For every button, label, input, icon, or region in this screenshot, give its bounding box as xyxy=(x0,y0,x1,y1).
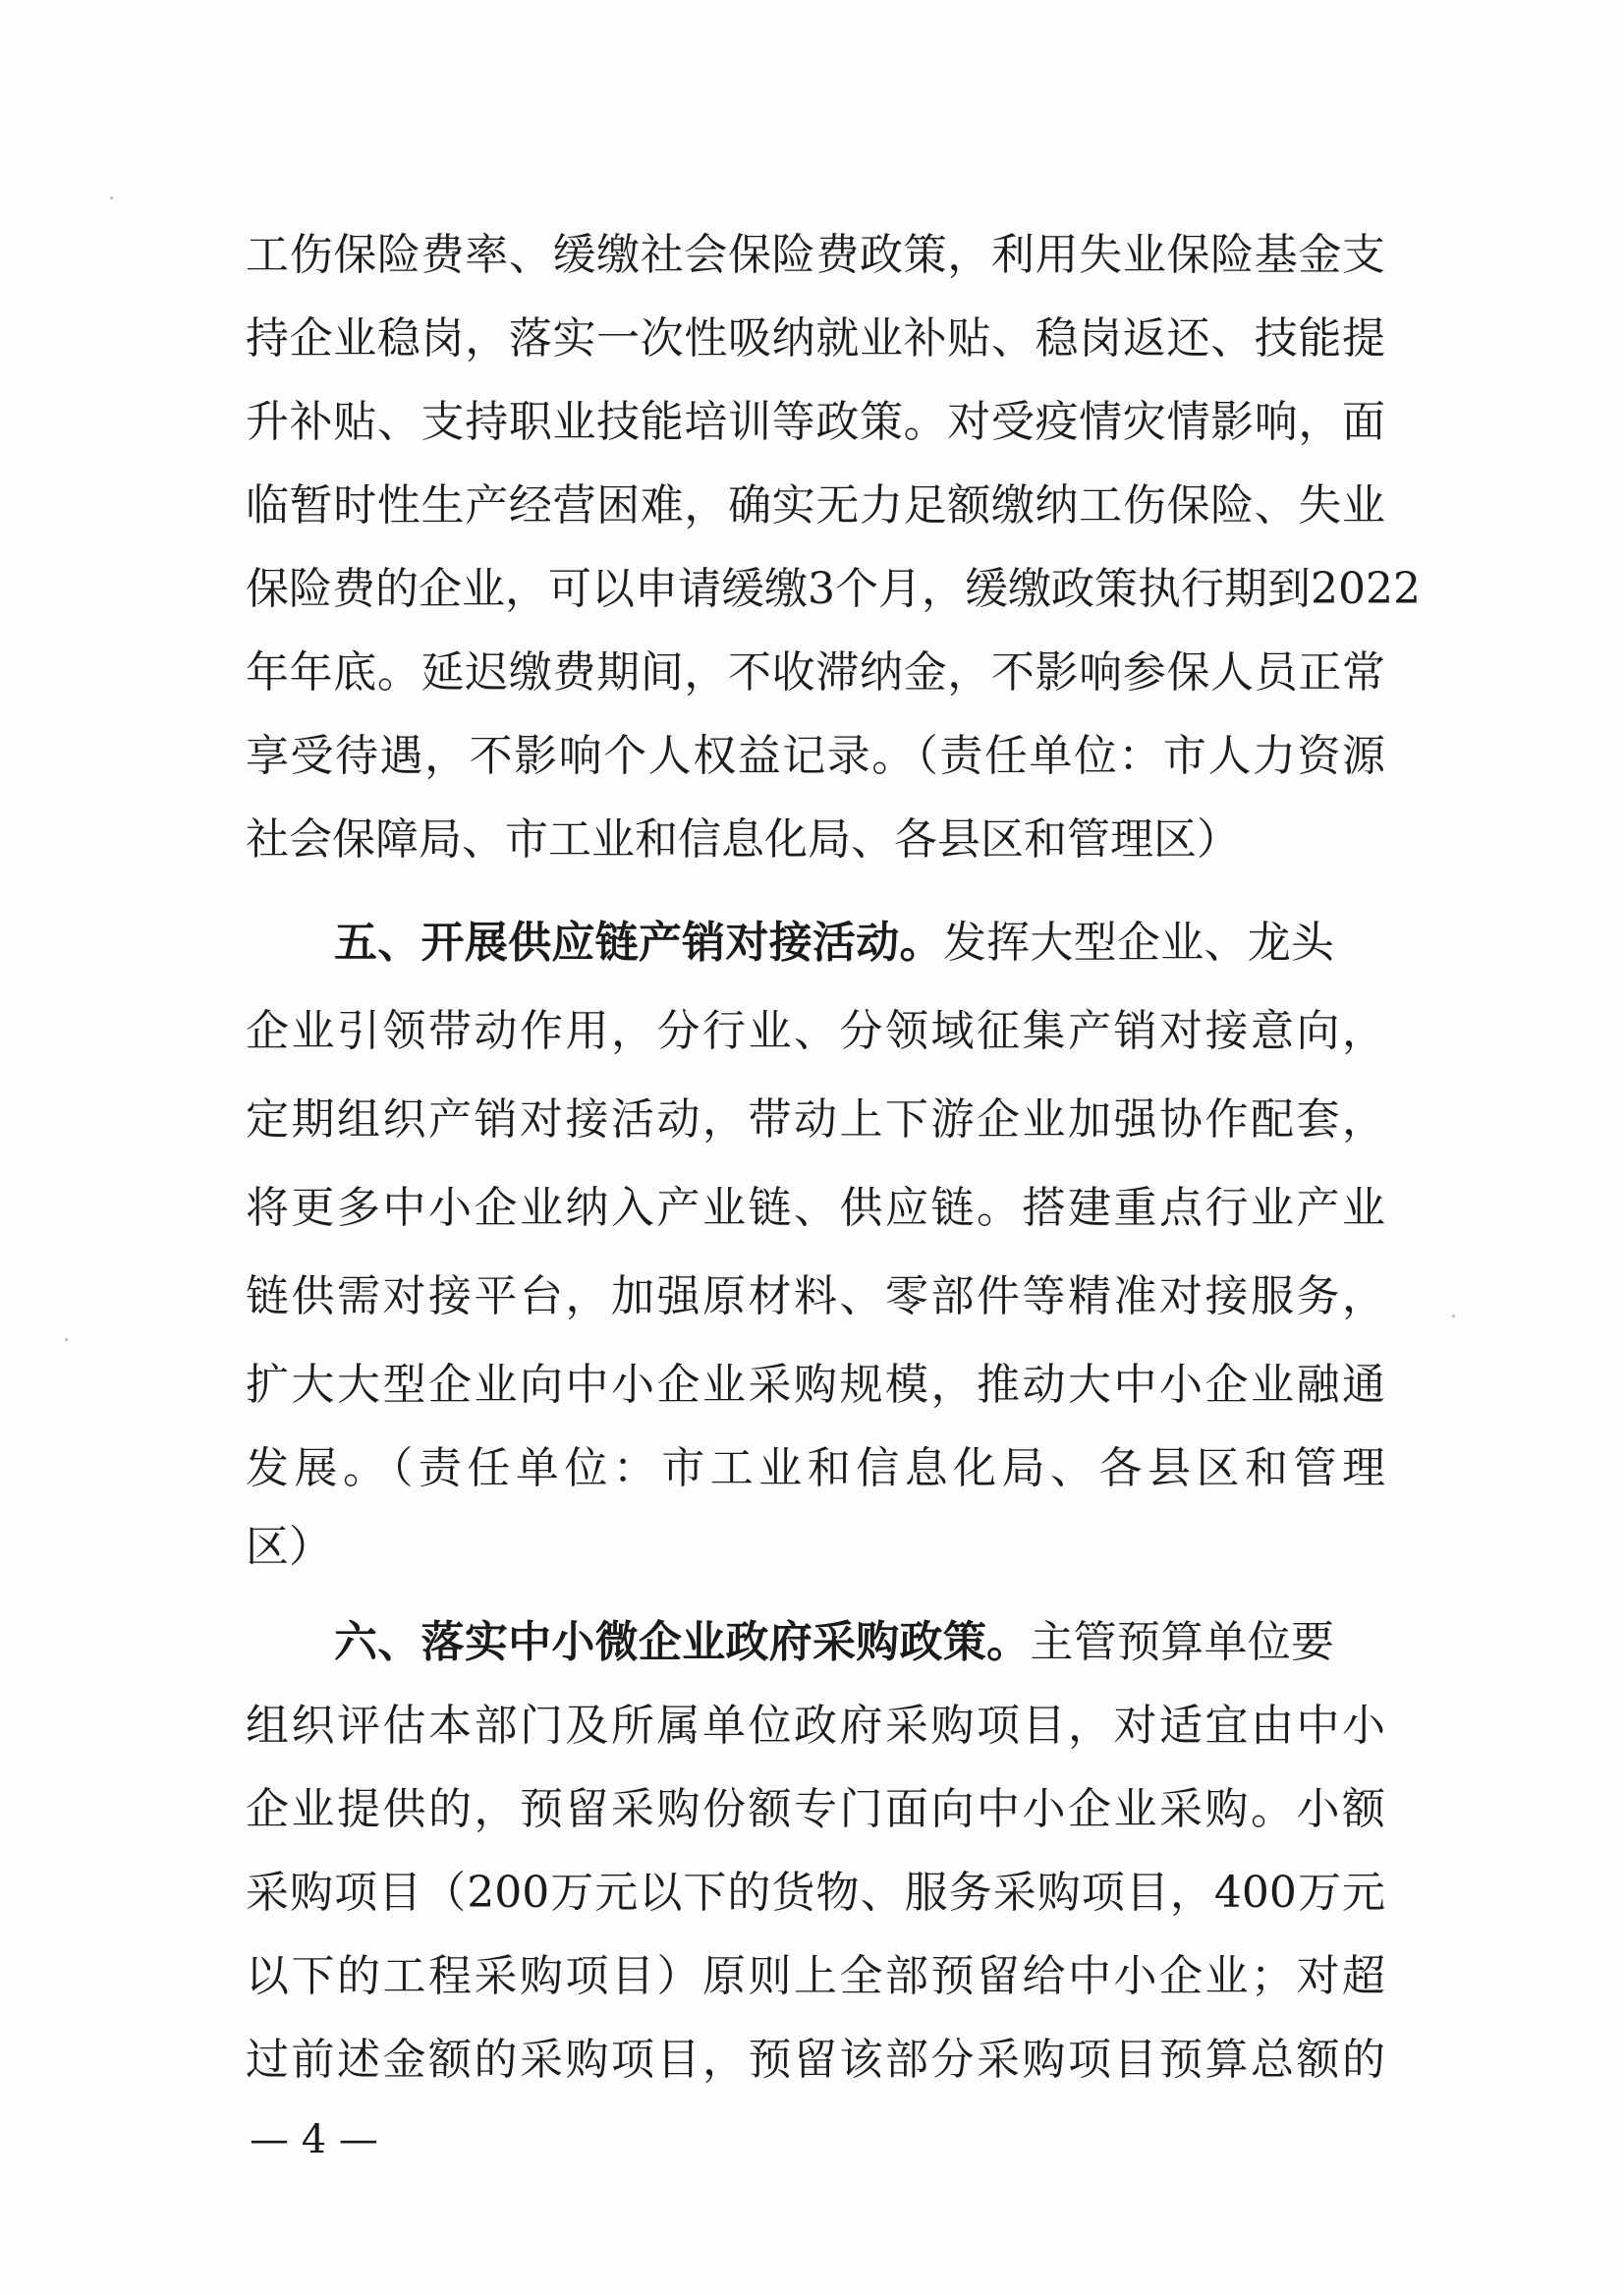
text-line: 持企业稳岗，落实一次性吸纳就业补贴、稳岗返还、技能提 xyxy=(246,313,1385,364)
text-line: 发展。（责任单位：市工业和信息化局、各县区和管理 xyxy=(246,1443,1385,1493)
text-line: 工伤保险费率、缓缴社会保险费政策，利用失业保险基金支 xyxy=(246,230,1385,280)
section-6-first-line-text: 主管预算单位要 xyxy=(1030,1617,1335,1667)
text-line: 享受待遇，不影响个人权益记录。（责任单位：市人力资源 xyxy=(246,731,1385,781)
scan-speck xyxy=(110,196,113,199)
section-5-first-line xyxy=(334,904,1334,982)
text-line: 以下的工程采购项目）原则上全部预留给中小企业；对超 xyxy=(246,1951,1385,2001)
text-line: 保险费的企业，可以申请缓缴3个月，缓缴政策执行期到2022 xyxy=(246,564,1421,614)
text-line: 过前述金额的采购项目，预留该部分采购项目预算总额的 xyxy=(246,2035,1385,2085)
text-line: 定期组织产销对接活动，带动上下游企业加强协作配套， xyxy=(246,1094,1385,1145)
text-line: 社会保障局、市工业和信息化局、各县区和管理区） xyxy=(246,814,1240,865)
text-line: 扩大大型企业向中小企业采购规模，推动大中小企业融通 xyxy=(246,1360,1385,1410)
text-line: 企业引领带动作用，分行业、分领域征集产销对接意向， xyxy=(246,1006,1385,1056)
text-line: 采购项目（200万元以下的货物、服务采购项目，400万元 xyxy=(246,1868,1385,1918)
scan-speck xyxy=(65,1338,68,1341)
text-line: 企业提供的，预留采购份额专门面向中小企业采购。小额 xyxy=(246,1784,1385,1834)
text-line: 升补贴、支持职业技能培训等政策。对受疫情灾情影响，面 xyxy=(246,397,1385,447)
section-6-first-line xyxy=(334,1603,1334,1682)
text-line: 将更多中小企业纳入产业链、供应链。搭建重点行业产业 xyxy=(246,1183,1385,1233)
section-5-first-line-text: 发挥大型企业、龙头 xyxy=(942,918,1335,968)
scan-speck xyxy=(1452,1315,1455,1317)
text-line: 临暂时性生产经营困难，确实无力足额缴纳工伤保险、失业 xyxy=(246,480,1385,531)
text-line: 区） xyxy=(246,1522,332,1572)
section-6-heading: 六、落实中小微企业政府采购政策。 xyxy=(334,1617,1031,1667)
text-line: 组织评估本部门及所属单位政府采购项目，对适宜由中小 xyxy=(246,1701,1385,1751)
section-5-heading: 五、开展供应链产销对接活动。 xyxy=(334,918,943,968)
page-number: — 4 — xyxy=(250,2117,378,2162)
text-line: 年年底。延迟缴费期间，不收滞纳金，不影响参保人员正常 xyxy=(246,647,1385,698)
text-line: 链供需对接平台，加强原材料、零部件等精准对接服务， xyxy=(246,1271,1385,1321)
